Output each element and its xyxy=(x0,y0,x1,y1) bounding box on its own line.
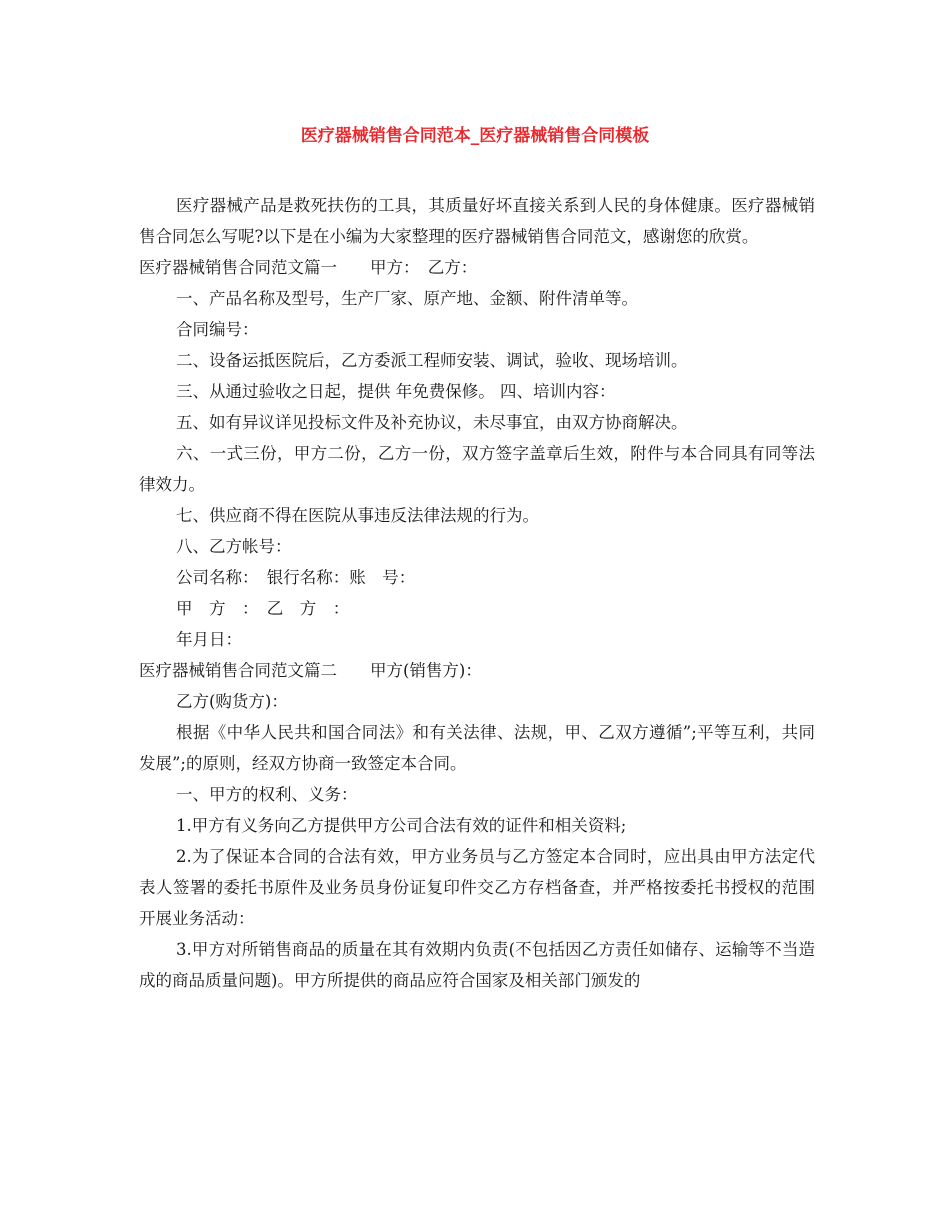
paragraph: 2.为了保证本合同的合法有效，甲方业务员与乙方签定本合同时，应出具由甲方法定代表人签署的委托书原件及业务员身份证复印件交乙方存档备查，并严格按委托书授权的范围开展业务活动： xyxy=(139,847,815,928)
paragraph: 六、一式三份，甲方二份，乙方一份，双方签字盖章后生效，附件与本合同具有同等法律效力。 xyxy=(139,444,815,494)
paragraph: 三、从通过验收之日起，提供 年免费保修。 四、培训内容： xyxy=(176,382,616,401)
paragraph: 根据《中华人民共和国合同法》和有关法律、法规，甲、乙双方遵循”;平等互利，共同发展”;的原则，经双方协商一致签定本合同。 xyxy=(139,723,815,773)
paragraph-intro: 医疗器械产品是救死扶伤的工具，其质量好坏直接关系到人民的身体健康。医疗器械销售合同怎么写呢?以下是在小编为大家整理的医疗器械销售合同范文，感谢您的欣赏。 xyxy=(139,196,815,246)
paragraph: 五、如有异议详见投标文件及补充协议，未尽事宜，由双方协商解决。 xyxy=(176,413,688,432)
paragraph: 八、乙方帐号： xyxy=(176,537,292,556)
paragraph: 二、设备运抵医院后，乙方委派工程师安装、调试，验收、现场培训。 xyxy=(176,351,688,370)
paragraph-sample-two-heading: 医疗器械销售合同范文篇二 甲方(销售方)： xyxy=(139,661,482,680)
paragraph: 年月日： xyxy=(176,630,242,649)
paragraph: 公司名称： 银行名称：账 号： xyxy=(176,568,416,587)
paragraph-sample-one-heading: 医疗器械销售合同范文篇一 甲方： 乙方： xyxy=(139,258,478,277)
paragraph: 一、甲方的权利、义务： xyxy=(176,785,358,804)
paragraph: 3.甲方对所销售商品的质量在其有效期内负责(不包括因乙方责任如储存、运输等不当造成的商品质量问题)。甲方所提供的商品应符合国家及相关部门颁发的 xyxy=(139,940,815,990)
paragraph: 1.甲方有义务向乙方提供甲方公司合法有效的证件和相关资料; xyxy=(176,816,627,835)
document-title: 医疗器械销售合同范本_医疗器械销售合同模板 xyxy=(300,126,650,146)
paragraph: 一、产品名称及型号，生产厂家、原产地、金额、附件清单等。 xyxy=(176,289,638,308)
paragraph: 合同编号： xyxy=(176,320,259,339)
paragraph: 乙方(购货方)： xyxy=(176,692,288,711)
paragraph: 甲 方 ： 乙 方 ： xyxy=(176,599,350,618)
paragraph: 七、供应商不得在医院从事违反法律法规的行为。 xyxy=(176,506,539,525)
document-body xyxy=(139,190,815,996)
